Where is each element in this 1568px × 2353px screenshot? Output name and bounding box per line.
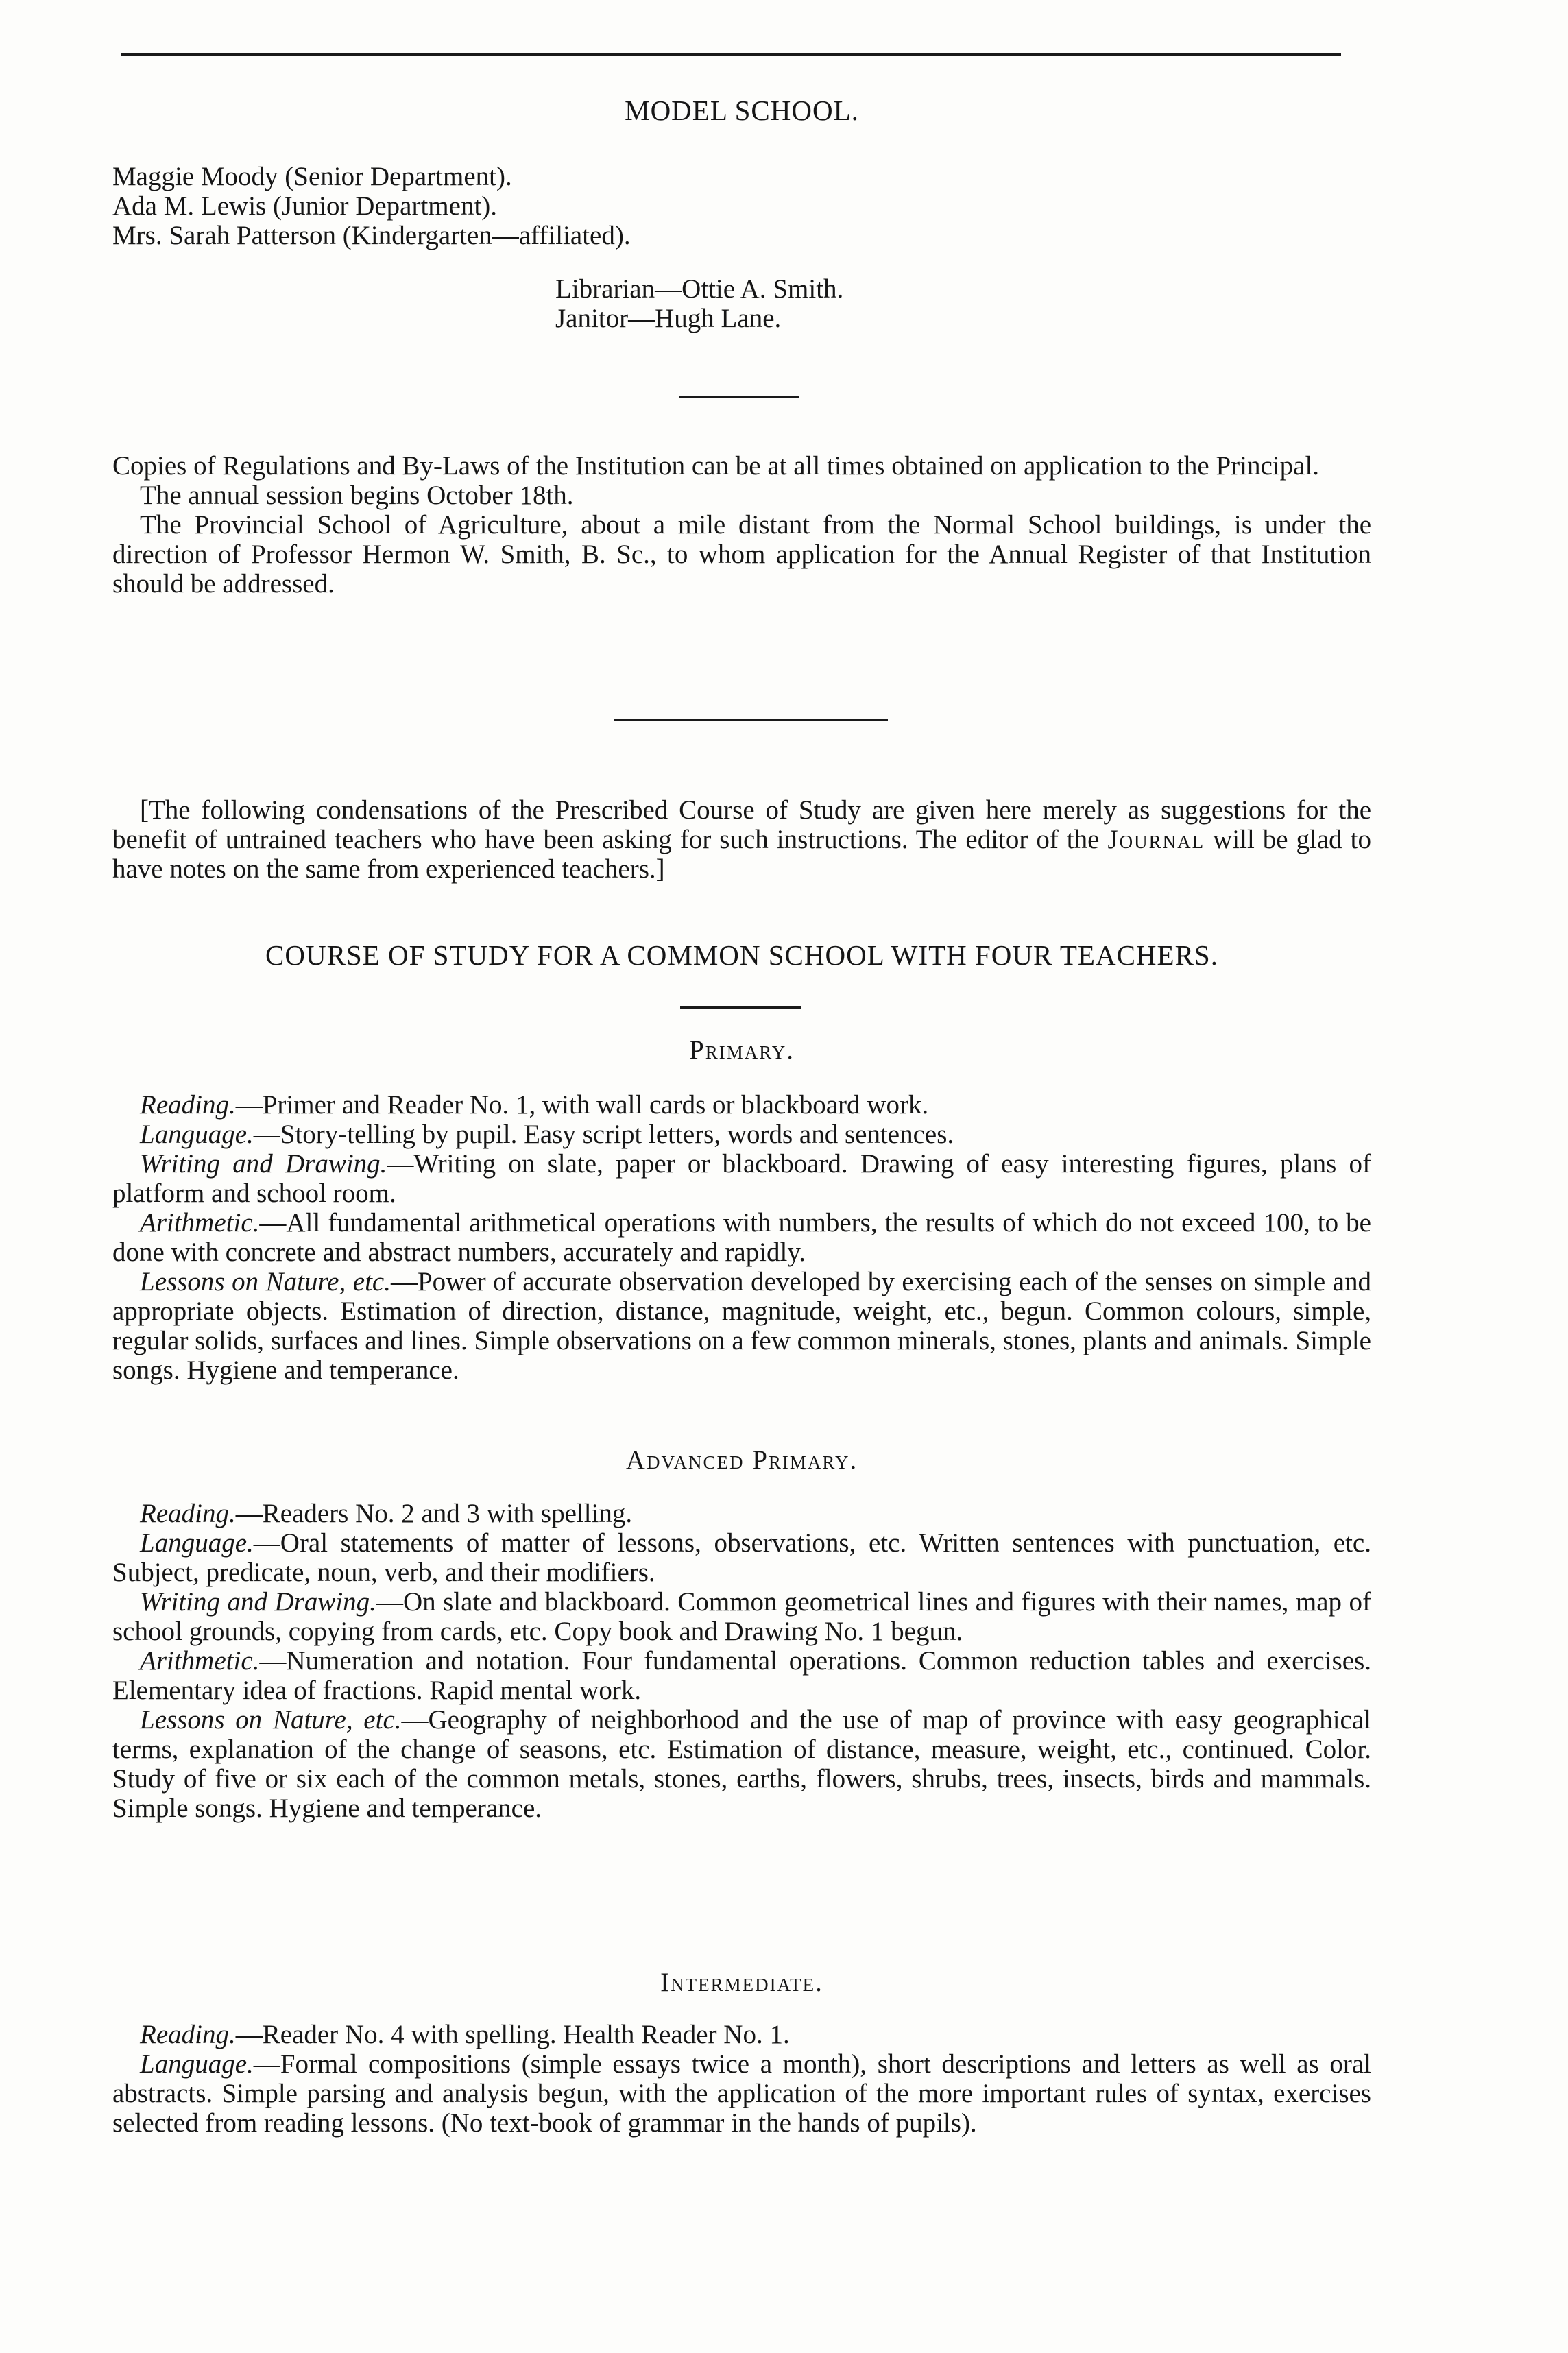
course-item [112,1267,1371,1385]
janitor-line: Janitor—Hugh Lane. [555,304,782,333]
staff-entry: Mrs. Sarah Patterson (Kindergarten—affiliated). [112,221,631,250]
intermediate-heading: Intermediate. [660,1968,823,1997]
intro-note [112,795,1371,884]
item-text: —Numeration and notation. Four fundamental operations. Common reduction tables and exercises. Elementary idea of fractions. Rapid mental work. [112,1646,1371,1705]
staff-entry: Ada M. Lewis (Junior Department). [112,191,498,221]
advanced-primary-heading: Advanced Primary. [625,1445,858,1475]
course-item [112,1499,1371,1528]
course-item [112,2020,1371,2049]
item-label: Arithmetic. [140,1208,260,1238]
staff-entry: Maggie Moody (Senior Department). [112,162,512,191]
item-text: —Primer and Reader No. 1, with wall cards or blackboard work. [235,1090,929,1120]
short-rule [679,396,799,398]
primary-section [112,1090,1371,1385]
item-label: Language. [140,1120,254,1149]
notice-paragraph: The Provincial School of Agriculture, about a mile distant from the Normal School buildings, is under the direction of Professor Hermon W. Smith, B. Sc., to whom application for the Annual Register of that Institution should be addressed. [112,510,1371,599]
item-text: —Geography of neighborhood and the use of map of province with easy geographical terms, explanation of the change of seasons, etc. Estimation of distance, measure, weight, etc., continued. Color. Study of five or six each of the common metals, stones, earths, flowers, shrubs, trees, insects, birds and mammals. Simple songs. Hygiene and temperance. [112,1705,1371,1823]
item-label: Lessons on Nature, etc. [140,1705,402,1735]
librarian-janitor [555,274,1172,333]
item-text: —Formal compositions (simple essays twice a month), short descriptions and letters as well as oral abstracts. Simple parsing and analysis begun, with the application of the more important rules of syntax, exercises selected from reading lessons. (No text-book of grammar in the hands of pupils). [112,2049,1371,2138]
item-label: Writing and Drawing. [140,1587,376,1617]
short-rule [680,1006,801,1009]
course-item [112,1646,1371,1705]
model-school-heading: MODEL SCHOOL. [625,95,859,126]
course-item [112,1090,1371,1120]
course-item [112,1528,1371,1587]
course-item [112,1149,1371,1208]
item-label: Language. [140,2049,254,2079]
item-label: Writing and Drawing. [140,1149,387,1179]
notice-paragraph: The annual session begins October 18th. [140,481,574,510]
course-item [112,1208,1371,1267]
item-label: Language. [140,1528,254,1558]
top-rule [121,53,1341,56]
librarian-line: Librarian—Ottie A. Smith. [555,274,844,304]
item-text: —Power of accurate observation developed by exercising each of the senses on simple and appropriate objects. Estimation of direction, distance, magnitude, weight, etc., begun. Common colours, simple, regular solids, surfaces and lines. Simple observations on a few common minerals, stones, plants and animals. Simple songs. Hygiene and temperance. [112,1267,1371,1385]
item-text: —On slate and blackboard. Common geometrical lines and figures with their names, map of school grounds, copying from cards, etc. Copy book and Drawing No. 1 begun. [112,1587,1371,1646]
course-item [112,2049,1371,2138]
staff-list [112,162,1371,250]
section-rule [614,719,888,721]
item-label: Reading. [140,2020,236,2049]
item-text: —Oral statements of matter of lessons, observations, etc. Written sentences with punctuation, etc. Subject, predicate, noun, verb, and their modifiers. [112,1528,1371,1587]
item-label: Lessons on Nature, etc. [140,1267,391,1296]
item-label: Arithmetic. [140,1646,260,1676]
advanced-primary-section [112,1499,1371,1823]
item-text: —Readers No. 2 and 3 with spelling. [235,1499,633,1528]
item-text: —Story-telling by pupil. Easy script letters, words and sentences. [253,1120,954,1149]
item-text: —Writing on slate, paper or blackboard. Drawing of easy interesting figures, plans of platform and school room. [112,1149,1371,1208]
primary-heading: Primary. [689,1035,795,1065]
item-text: —Reader No. 4 with spelling. Health Reader No. 1. [235,2020,790,2049]
course-item [112,1120,1371,1149]
item-label: Reading. [140,1090,236,1120]
intro-note-text: will be glad to have notes on the same from experienced teachers.] [112,825,1372,884]
item-label: Reading. [140,1499,236,1528]
notice-paragraph: Copies of Regulations and By-Laws of the Institution can be at all times obtained on application to the Principal. [112,451,1320,481]
journal-name: Journal [1107,825,1205,854]
intermediate-section [112,2020,1371,2138]
notices [112,451,1371,599]
course-item [112,1587,1371,1646]
course-title: COURSE OF STUDY FOR A COMMON SCHOOL WITH FOUR TEACHERS. [265,939,1218,971]
item-text: —All fundamental arithmetical operations with numbers, the results of which do not exceed 100, to be done with concrete and abstract numbers, accurately and rapidly. [112,1208,1371,1267]
intro-note-text: [The following condensations of the Prescribed Course of Study are given here merely as suggestions for the benefit of untrained teachers who have been asking for such instructions. The editor of the [112,795,1371,854]
course-item [112,1705,1371,1823]
